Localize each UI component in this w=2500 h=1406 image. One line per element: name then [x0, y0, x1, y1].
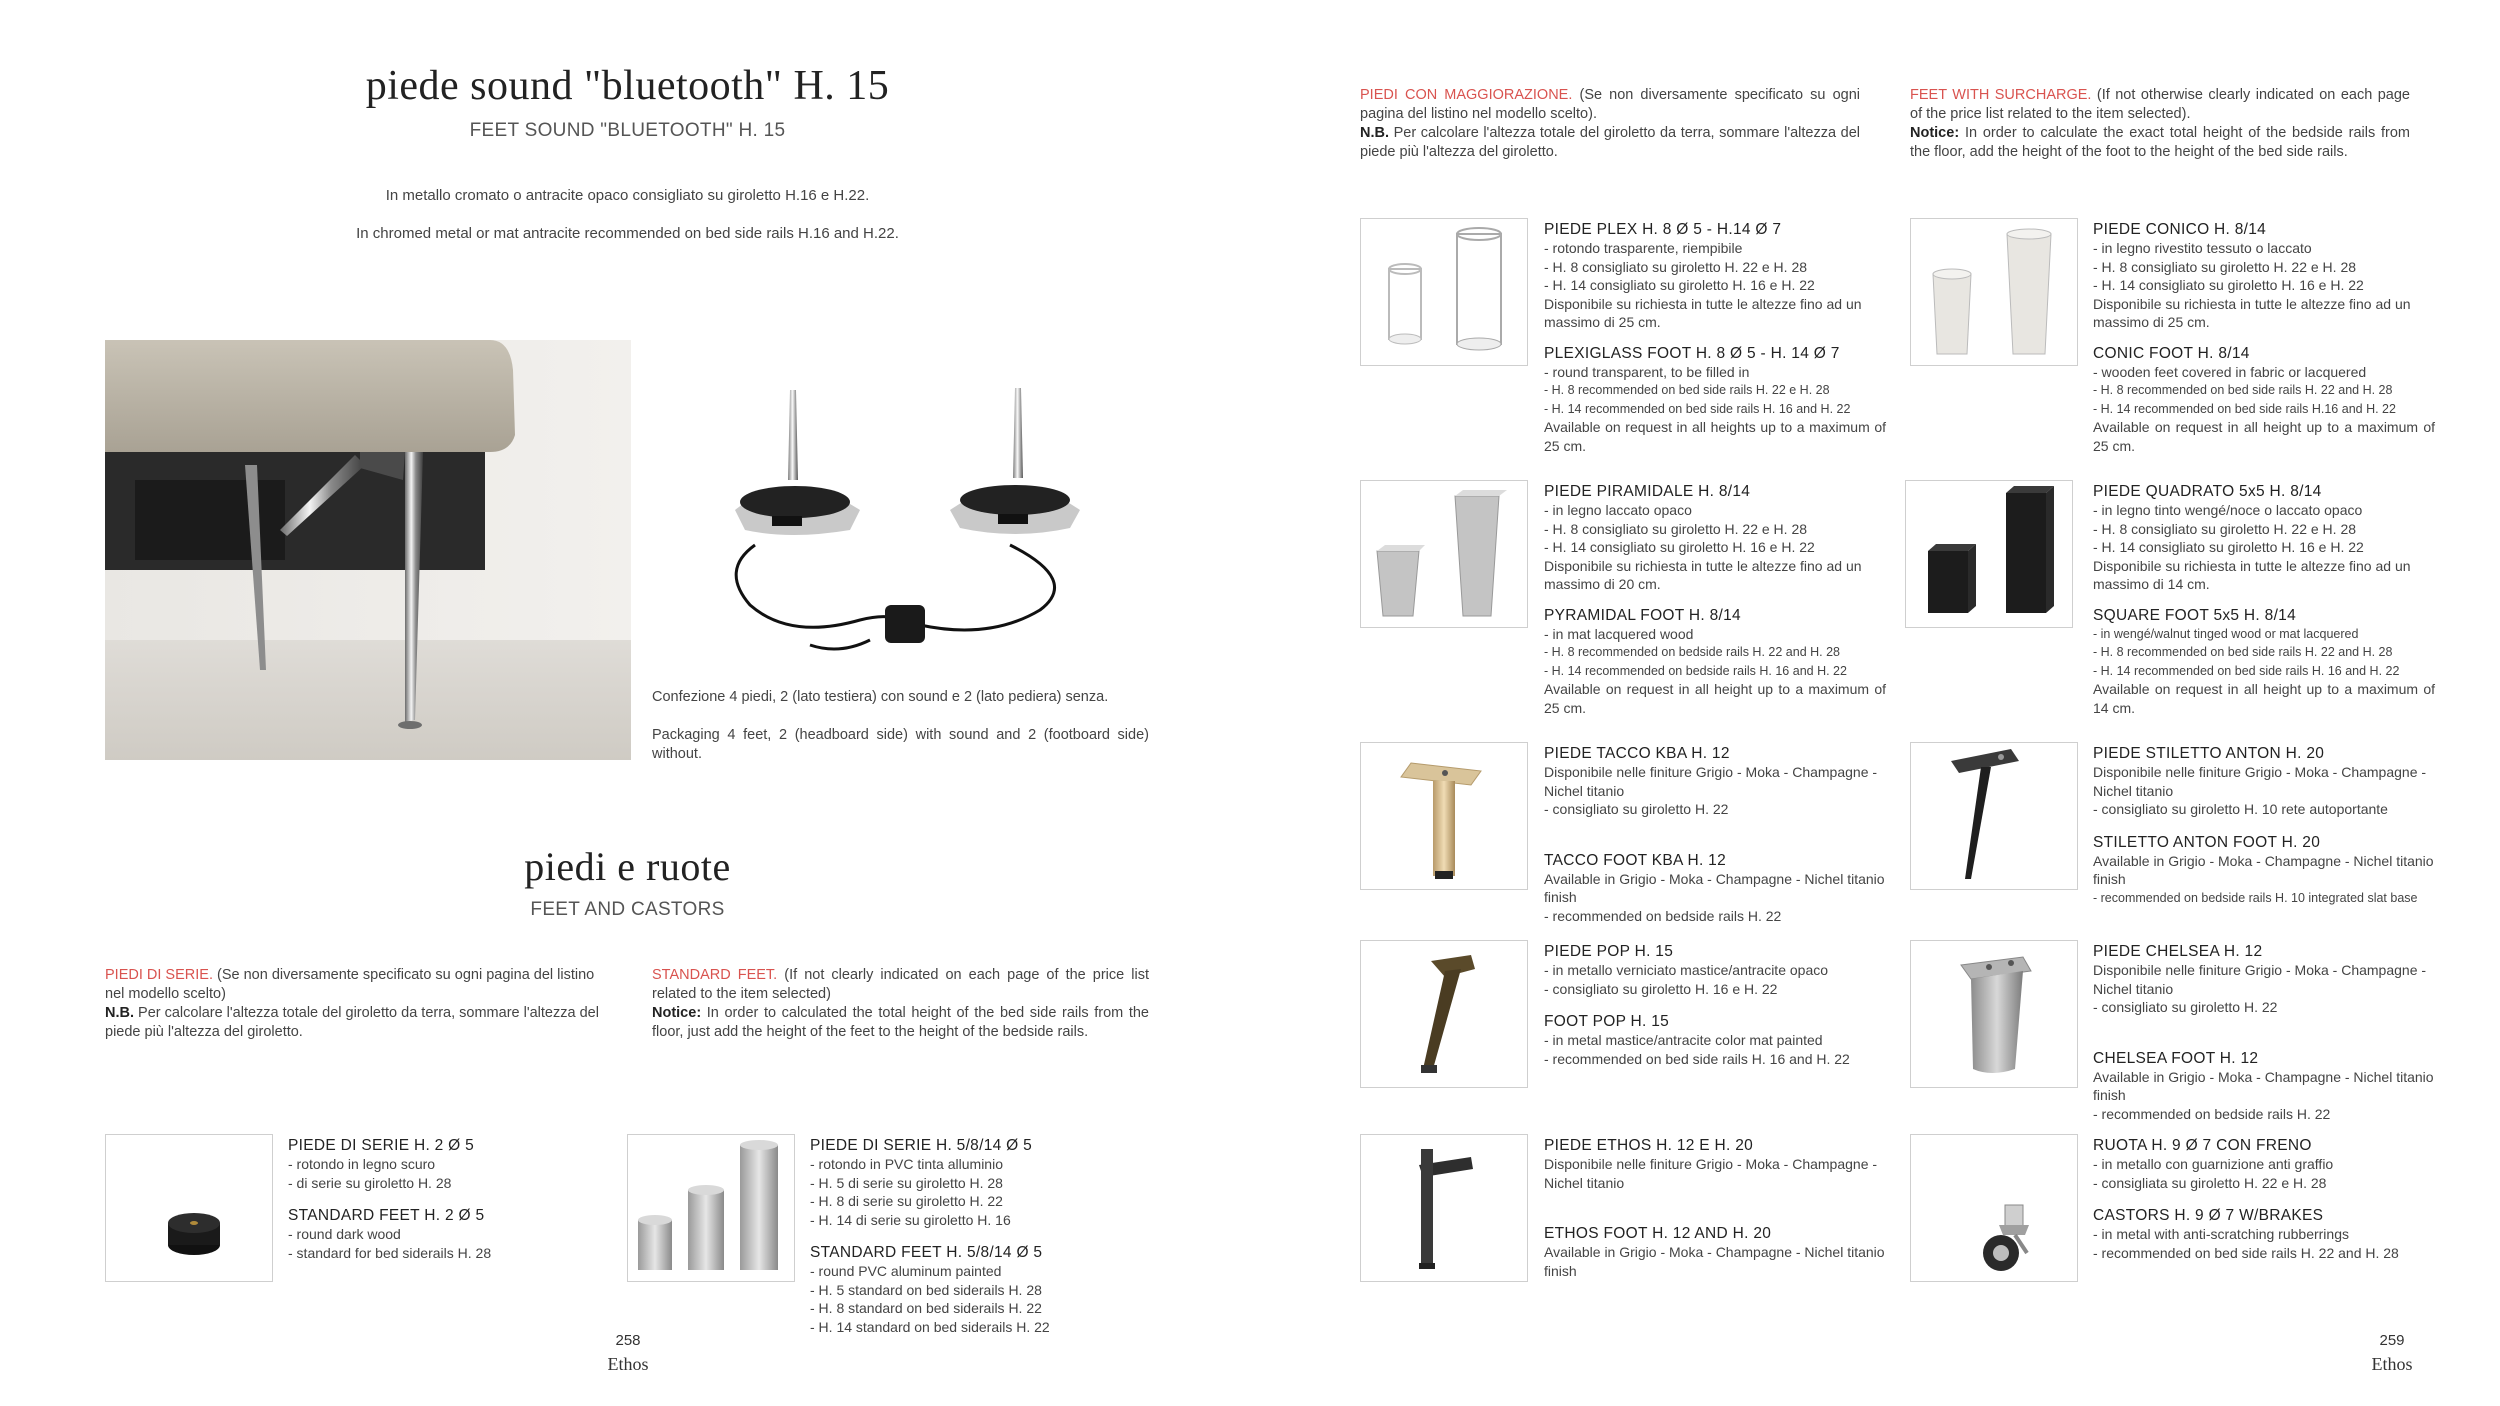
surcharge-label-en: FEET WITH SURCHARGE. — [1910, 87, 2092, 103]
item-line: Available in Grigio - Moka - Champagne - Nichel titanio finish — [1544, 870, 1885, 905]
item-title-it: PIEDE POP H. 15 — [1544, 943, 1674, 960]
standard-feet-label-en: STANDARD FEET. — [652, 967, 778, 983]
item-title-en: ETHOS FOOT H. 12 AND H. 20 — [1544, 1225, 1772, 1242]
item-line: - H. 8 recommended on bed side rails H. 22 and H. 28 — [2093, 645, 2393, 659]
pyramidal-foot-image — [1360, 480, 1528, 628]
conic-foot-image — [1910, 218, 2078, 366]
item-line: Disponibile su richiesta in tutte le altezze fino ad un massimo di 25 cm. — [1544, 295, 1862, 330]
item-line: - round transparent, to be filled in — [1544, 363, 1750, 380]
square-foot-image — [1905, 480, 2073, 628]
chelsea-foot-text — [2093, 942, 2435, 1123]
item-line: - H. 8 consigliato su giroletto H. 22 e H. 28 — [2093, 520, 2357, 537]
surcharge-note-it — [1360, 86, 1860, 162]
item-line: Disponibile nelle finiture Grigio - Moka - Champagne - Nichel titanio — [2093, 962, 2427, 997]
surcharge-text-en: (If not otherwise clearly indicated on each page of the price list related to the item selected). — [1910, 87, 2410, 122]
item-line: - H. 5 standard on bed siderails H. 28 — [810, 1281, 1042, 1298]
item-line: - recommended on bed side rails H. 22 and H. 28 — [2093, 1244, 2399, 1261]
item-title-en: STANDARD FEET H. 2 Ø 5 — [288, 1207, 485, 1224]
sound-desc-en: In chromed metal or mat antracite recommended on bed side rails H.16 and H.22. — [356, 225, 899, 242]
notice-text-en: In order to calculated the total height of the bed side rails from the floor, just add the height of the feet to the height of the bedside rails. — [652, 1005, 1149, 1040]
item-line: - H. 14 recommended on bed side rails H. 16 and H. 22 — [2093, 663, 2400, 678]
item-line: Disponibile su richiesta in tutte le altezze fino ad un massimo di 20 cm. — [1544, 557, 1862, 592]
standard-foot-pvc-text — [810, 1136, 1150, 1336]
left-page-title: piede sound "bluetooth" H. 15 — [365, 63, 890, 109]
conic-foot-text — [2093, 220, 2435, 455]
castor-text — [2093, 1136, 2435, 1262]
item-line: - H. 8 consigliato su giroletto H. 22 e H. 28 — [1544, 258, 1808, 275]
item-line: - H. 14 recommended on bed side rails H. 16 and H. 22 — [1544, 401, 1851, 416]
left-page-subtitle: FEET SOUND "BLUETOOTH" H. 15 — [469, 120, 786, 141]
standard-foot-wood-text — [288, 1136, 608, 1262]
item-line: - round dark wood — [288, 1226, 401, 1242]
item-line: Disponibile su richiesta in tutte le altezze fino ad un massimo di 25 cm. — [2093, 295, 2411, 330]
item-line: - consigliato su giroletto H. 22 — [2093, 999, 2278, 1015]
standard-foot-pvc-image — [627, 1134, 795, 1282]
item-line: - H. 8 standard on bed siderails H. 22 — [810, 1300, 1042, 1316]
item-line: - rotondo trasparente, riempibile — [1544, 240, 1743, 256]
notice-label-right: Notice: — [1910, 125, 1960, 141]
packaging-it: Confezione 4 piedi, 2 (lato testiera) con sound e 2 (lato pediera) senza. — [652, 689, 1109, 705]
item-line: Available on request in all heights up to a maximum of 25 cm. — [1544, 419, 1886, 454]
item-title-en: STANDARD FEET H. 5/8/14 Ø 5 — [810, 1244, 1043, 1261]
brand-footer-right: Ethos — [2371, 1354, 2413, 1374]
item-title-en: PLEXIGLASS FOOT H. 8 Ø 5 - H. 14 Ø 7 — [1544, 344, 1840, 362]
page-number-left: 258 — [615, 1332, 641, 1349]
standard-feet-text-en: (If not clearly indicated on each page of the price list related to the item selected) — [652, 967, 1149, 1002]
standard-feet-label-it: PIEDI DI SERIE. — [105, 967, 213, 983]
pyramidal-foot-text — [1544, 482, 1886, 717]
item-line: - H. 8 recommended on bed side rails H. 22 e H. 28 — [1544, 383, 1830, 397]
standard-feet-text-it: (Se non diversamente specificato su ogni pagina del listino nel modello scelto) — [105, 967, 595, 1002]
item-title-en: STILETTO ANTON FOOT H. 20 — [2093, 833, 2321, 851]
tacco-foot-text — [1544, 744, 1886, 925]
surcharge-label-it: PIEDI CON MAGGIORAZIONE. — [1360, 87, 1573, 103]
item-line: - recommended on bedside rails H. 22 — [2093, 1105, 2331, 1122]
nb-label-it: N.B. — [105, 1005, 134, 1021]
item-line: - recommended on bed side rails H. 16 and H. 22 — [1544, 1050, 1850, 1067]
chelsea-foot-image — [1910, 940, 2078, 1088]
nb-label-right: N.B. — [1360, 125, 1389, 141]
item-line: Available on request in all height up to a maximum of 14 cm. — [2093, 681, 2435, 716]
notice-label-en: Notice: — [652, 1005, 702, 1021]
castor-image — [1910, 1134, 2078, 1282]
item-line: Disponibile nelle finiture Grigio - Moka - Champagne - Nichel titanio — [1544, 764, 1878, 799]
ethos-foot-image — [1360, 1134, 1528, 1282]
item-line: - rotondo in PVC tinta alluminio — [810, 1156, 1003, 1172]
item-line: - round PVC aluminum painted — [810, 1263, 1002, 1279]
standard-foot-wood-image — [105, 1134, 273, 1282]
item-line: - H. 14 di serie su giroletto H. 16 — [810, 1211, 1011, 1228]
item-line: - consigliato su giroletto H. 16 e H. 22 — [1544, 980, 1778, 997]
item-title-it: RUOTA H. 9 Ø 7 CON FRENO — [2093, 1137, 2312, 1154]
item-line: - consigliata su giroletto H. 22 e H. 28 — [2093, 1174, 2327, 1191]
item-title-en: PYRAMIDAL FOOT H. 8/14 — [1544, 606, 1741, 624]
item-line: Disponibile nelle finiture Grigio - Moka - Champagne - Nichel titanio — [1544, 1156, 1878, 1191]
item-title-it: PIEDE PLEX H. 8 Ø 5 - H.14 Ø 7 — [1544, 221, 1782, 238]
item-line: - recommended on bedside rails H. 22 — [1544, 907, 1782, 924]
standard-feet-note-en — [652, 966, 1149, 1042]
item-line: - consigliato su giroletto H. 10 rete autoportante — [2093, 801, 2388, 817]
plex-foot-image — [1360, 218, 1528, 366]
item-line: - in legno tinto wengé/noce o laccato opaco — [2093, 502, 2363, 518]
item-line: - H. 8 di serie su giroletto H. 22 — [810, 1193, 1003, 1209]
sound-desc-it: In metallo cromato o antracite opaco consigliato su giroletto H.16 e H.22. — [385, 187, 870, 204]
plex-foot-text — [1544, 220, 1886, 455]
stiletto-foot-text — [2093, 744, 2443, 907]
nb-text-right: Per calcolare l'altezza totale del giroletto da terra, sommare l'altezza del piede più l'altezza del giroletto. — [1360, 125, 1860, 160]
item-line: Available in Grigio - Moka - Champagne - Nichel titanio finish — [2093, 852, 2434, 887]
item-line: - H. 14 consigliato su giroletto H. 16 e H. 22 — [2093, 539, 2364, 555]
item-title-en: FOOT POP H. 15 — [1544, 1013, 1670, 1030]
item-line: - consigliato su giroletto H. 22 — [1544, 801, 1729, 817]
item-title-it: PIEDE PIRAMIDALE H. 8/14 — [1544, 483, 1751, 500]
item-line: - H. 5 di serie su giroletto H. 28 — [810, 1174, 1003, 1191]
item-line: - H. 14 recommended on bed side rails H.16 and H. 22 — [2093, 401, 2396, 416]
item-line: Available in Grigio - Moka - Champagne - Nichel titanio finish — [2093, 1068, 2434, 1103]
pop-foot-image — [1360, 940, 1528, 1088]
item-title-it: PIEDE DI SERIE H. 5/8/14 Ø 5 — [810, 1137, 1033, 1154]
item-line: - recommended on bedside rails H. 10 integrated slat base — [2093, 890, 2418, 905]
item-line: - H. 8 consigliato su giroletto H. 22 e H. 28 — [2093, 258, 2357, 275]
item-line: - H. 8 recommended on bed side rails H. 22 and H. 28 — [2093, 383, 2393, 397]
item-title-en: CONIC FOOT H. 8/14 — [2093, 344, 2250, 362]
square-foot-text — [2093, 482, 2435, 717]
sound-foot-photo — [105, 340, 631, 760]
item-title-en: SQUARE FOOT 5x5 H. 8/14 — [2093, 606, 2297, 624]
item-line: - in wengé/walnut tinged wood or mat lacquered — [2093, 626, 2359, 641]
ethos-foot-text — [1544, 1136, 1886, 1280]
item-title-en: CASTORS H. 9 Ø 7 W/BRAKES — [2093, 1207, 2324, 1224]
item-line: - in metal mastice/antracite color mat painted — [1544, 1032, 1823, 1048]
nb-text-it: Per calcolare l'altezza totale del giroletto da terra, sommare l'altezza del piede più l'altezza del giroletto. — [105, 1005, 599, 1040]
item-line: - in metal with anti-scratching rubberrings — [2093, 1226, 2349, 1242]
item-line: - H. 8 consigliato su giroletto H. 22 e H. 28 — [1544, 520, 1808, 537]
item-line: - H. 14 consigliato su giroletto H. 16 e H. 22 — [2093, 277, 2364, 293]
item-line: - di serie su giroletto H. 28 — [288, 1174, 452, 1191]
item-line: Available in Grigio - Moka - Champagne - Nichel titanio finish — [1544, 1244, 1885, 1279]
item-line: - H. 14 standard on bed siderails H. 22 — [810, 1318, 1050, 1335]
item-line: - H. 14 consigliato su giroletto H. 16 e H. 22 — [1544, 277, 1815, 293]
pop-foot-text — [1544, 942, 1886, 1068]
item-line: - in legno rivestito tessuto o laccato — [2093, 240, 2312, 256]
item-title-it: PIEDE CHELSEA H. 12 — [2093, 943, 2263, 960]
item-line: - H. 14 recommended on bedside rails H. 16 and H. 22 — [1544, 663, 1847, 678]
item-line: - standard for bed siderails H. 28 — [288, 1244, 492, 1261]
item-line: - rotondo in legno scuro — [288, 1156, 436, 1172]
tacco-foot-image — [1360, 742, 1528, 890]
item-title-it: PIEDE STILETTO ANTON H. 20 — [2093, 745, 2325, 762]
item-line: - H. 8 recommended on bedside rails H. 22 and H. 28 — [1544, 645, 1840, 659]
surcharge-text-it: (Se non diversamente specificato su ogni pagina del listino nel modello scelto). — [1360, 87, 1860, 122]
item-line: - H. 14 consigliato su giroletto H. 16 e H. 22 — [1544, 539, 1815, 555]
brand-footer-left: Ethos — [607, 1354, 649, 1374]
item-line: - in metallo con guarnizione anti graffio — [2093, 1156, 2334, 1172]
item-title-it: PIEDE QUADRATO 5x5 H. 8/14 — [2093, 483, 2322, 500]
stiletto-foot-image — [1910, 742, 2078, 890]
notice-text-right: In order to calculate the exact total height of the bedside rails from the floor, add the height of the foot to the height of the bed side rails. — [1910, 125, 2410, 160]
item-line: - in mat lacquered wood — [1544, 625, 1694, 642]
item-title-it: PIEDE ETHOS H. 12 E H. 20 — [1544, 1137, 1754, 1154]
item-line: - wooden feet covered in fabric or lacquered — [2093, 363, 2367, 380]
surcharge-note-en — [1910, 86, 2410, 162]
item-line: - in legno laccato opaco — [1544, 502, 1692, 518]
item-title-en: CHELSEA FOOT H. 12 — [2093, 1049, 2259, 1067]
item-title-it: PIEDE TACCO KBA H. 12 — [1544, 745, 1730, 762]
item-line: Available on request in all height up to a maximum of 25 cm. — [2093, 419, 2435, 454]
packaging-en: Packaging 4 feet, 2 (headboard side) with sound and 2 (footboard side) without. — [652, 727, 1149, 762]
section-subtitle: FEET AND CASTORS — [530, 899, 725, 920]
item-line: Disponibile su richiesta in tutte le altezze fino ad un massimo di 14 cm. — [2093, 557, 2411, 592]
section-title: piedi e ruote — [524, 844, 731, 889]
item-line: Disponibile nelle finiture Grigio - Moka - Champagne - Nichel titanio — [2093, 764, 2427, 799]
item-title-it: PIEDE DI SERIE H. 2 Ø 5 — [288, 1137, 475, 1154]
item-title-it: PIEDE CONICO H. 8/14 — [2093, 221, 2267, 238]
item-line: Available on request in all height up to a maximum of 25 cm. — [1544, 681, 1886, 716]
page-number-right: 259 — [2379, 1332, 2405, 1349]
standard-feet-note-it — [105, 966, 605, 1042]
item-title-en: TACCO FOOT KBA H. 12 — [1544, 851, 1726, 869]
bluetooth-kit-photo — [660, 370, 1160, 670]
item-line: - in metallo verniciato mastice/antracite opaco — [1544, 962, 1829, 978]
